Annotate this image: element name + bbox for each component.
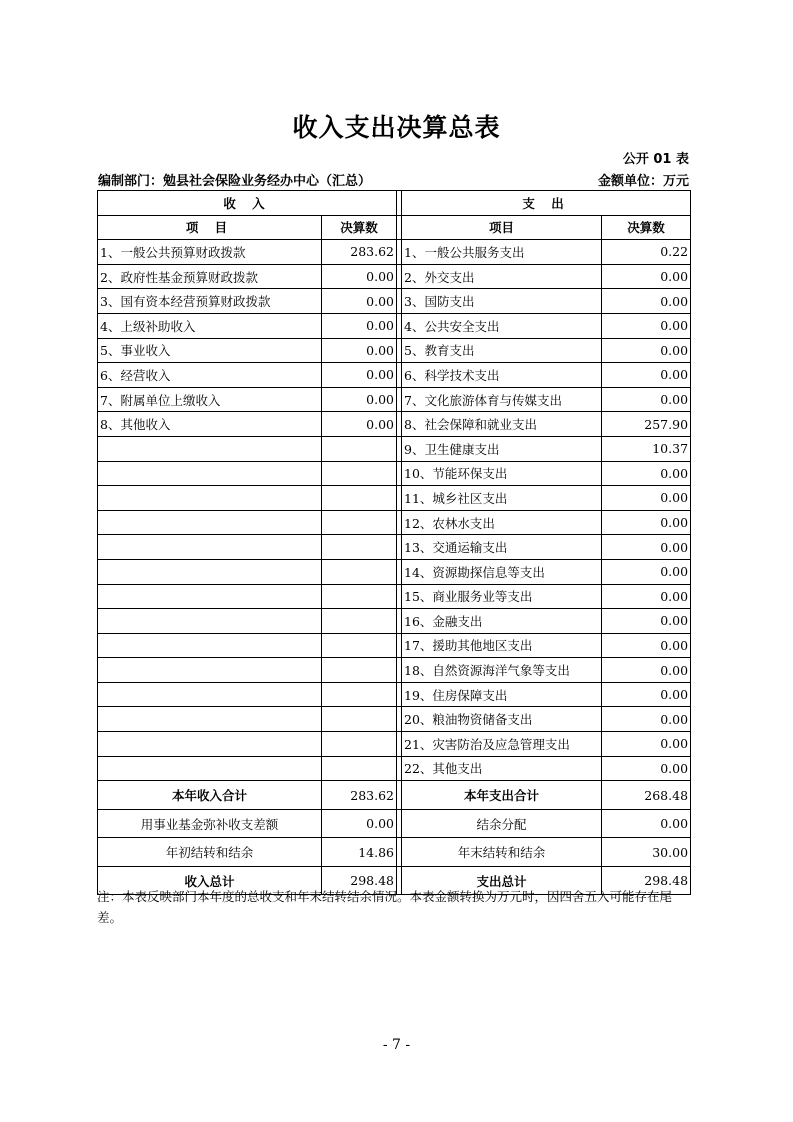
expense-item-value: 0.00 bbox=[602, 338, 691, 363]
table-row bbox=[98, 559, 691, 584]
expense-item-label: 16、金融支出 bbox=[402, 609, 602, 634]
table-row bbox=[98, 338, 691, 363]
income-item-label: 4、上级补助收入 bbox=[98, 313, 322, 338]
amount-unit: 金额单位：万元 bbox=[597, 174, 689, 189]
income-item-label bbox=[98, 633, 322, 658]
income-item-label: 2、政府性基金预算财政拨款 bbox=[98, 264, 322, 289]
table-row bbox=[98, 461, 691, 486]
income-item-value: 0.00 bbox=[322, 363, 397, 388]
expense-header: 支 出 bbox=[402, 191, 691, 216]
expense-item-value: 10.37 bbox=[602, 436, 691, 461]
section-header-row bbox=[98, 191, 691, 216]
income-item-value bbox=[322, 510, 397, 535]
income-item-label: 5、事业收入 bbox=[98, 338, 322, 363]
income-item-label bbox=[98, 510, 322, 535]
expense-item-label: 12、农林水支出 bbox=[402, 510, 602, 535]
expense-total-value: 298.48 bbox=[602, 866, 691, 895]
income-item-label bbox=[98, 658, 322, 683]
table-row bbox=[98, 313, 691, 338]
income-item-value: 0.00 bbox=[322, 313, 397, 338]
table-row bbox=[98, 756, 691, 781]
income-header: 收 入 bbox=[98, 191, 397, 216]
table-row bbox=[98, 535, 691, 560]
table-row bbox=[98, 387, 691, 412]
end-balance-label: 年末结转和结余 bbox=[402, 838, 602, 867]
income-item-label bbox=[98, 559, 322, 584]
income-item-label bbox=[98, 584, 322, 609]
income-item-label bbox=[98, 682, 322, 707]
year-income-label: 本年收入合计 bbox=[98, 781, 322, 810]
income-item-value: 0.00 bbox=[322, 289, 397, 314]
compiling-department: 编制部门：勉县社会保险业务经办中心（汇总） bbox=[98, 174, 372, 189]
income-item-label bbox=[98, 486, 322, 511]
expense-item-label: 2、外交支出 bbox=[402, 264, 602, 289]
income-item-value bbox=[322, 707, 397, 732]
table-row bbox=[98, 633, 691, 658]
expense-item-label: 1、一般公共服务支出 bbox=[402, 240, 602, 265]
income-item-value bbox=[322, 486, 397, 511]
income-item-value bbox=[322, 658, 397, 683]
expense-item-label: 8、社会保障和就业支出 bbox=[402, 412, 602, 437]
end-balance-value: 30.00 bbox=[602, 838, 691, 867]
income-item-value bbox=[322, 584, 397, 609]
expense-total-label: 支出总计 bbox=[402, 866, 602, 895]
table-row bbox=[98, 609, 691, 634]
table-row bbox=[98, 732, 691, 757]
table-row bbox=[98, 289, 691, 314]
fund-value: 0.00 bbox=[322, 809, 397, 838]
expense-item-label: 3、国防支出 bbox=[402, 289, 602, 314]
income-item-value bbox=[322, 756, 397, 781]
income-item-value: 0.00 bbox=[322, 338, 397, 363]
year-income-value: 283.62 bbox=[322, 781, 397, 810]
expense-item-value: 0.00 bbox=[602, 313, 691, 338]
expense-item-header: 项目 bbox=[402, 215, 602, 240]
table-row bbox=[98, 682, 691, 707]
expense-item-value: 0.00 bbox=[602, 559, 691, 584]
income-item-label: 8、其他收入 bbox=[98, 412, 322, 437]
expense-item-value: 0.00 bbox=[602, 658, 691, 683]
expense-item-label: 4、公共安全支出 bbox=[402, 313, 602, 338]
income-item-value bbox=[322, 633, 397, 658]
income-item-value bbox=[322, 682, 397, 707]
expense-item-label: 21、灾害防治及应急管理支出 bbox=[402, 732, 602, 757]
income-amount-header: 决算数 bbox=[322, 215, 397, 240]
expense-item-label: 13、交通运输支出 bbox=[402, 535, 602, 560]
income-item-value: 283.62 bbox=[322, 240, 397, 265]
income-item-value: 0.00 bbox=[322, 412, 397, 437]
expense-item-value: 0.00 bbox=[602, 535, 691, 560]
table-row bbox=[98, 510, 691, 535]
expense-item-label: 18、自然资源海洋气象等支出 bbox=[402, 658, 602, 683]
expense-item-label: 19、住房保障支出 bbox=[402, 682, 602, 707]
year-expense-label: 本年支出合计 bbox=[402, 781, 602, 810]
table-row bbox=[98, 584, 691, 609]
income-item-value bbox=[322, 609, 397, 634]
expense-item-label: 11、城乡社区支出 bbox=[402, 486, 602, 511]
income-item-label: 3、国有资本经营预算财政拨款 bbox=[98, 289, 322, 314]
income-item-value bbox=[322, 535, 397, 560]
distribution-value: 0.00 bbox=[602, 809, 691, 838]
expense-item-label: 7、文化旅游体育与传媒支出 bbox=[402, 387, 602, 412]
table-row bbox=[98, 436, 691, 461]
table-row bbox=[98, 486, 691, 511]
footnote: 注：本表反映部门本年度的总收支和年末结转结余情况。本表金额转换为万元时，因四舍五入可能存在尾差。 bbox=[97, 889, 673, 925]
income-item-value bbox=[322, 461, 397, 486]
expense-item-value: 0.00 bbox=[602, 682, 691, 707]
expense-item-label: 15、商业服务业等支出 bbox=[402, 584, 602, 609]
year-total-row bbox=[98, 781, 691, 810]
expense-item-value: 0.00 bbox=[602, 486, 691, 511]
income-item-label: 6、经营收入 bbox=[98, 363, 322, 388]
income-item-label bbox=[98, 707, 322, 732]
expense-item-value: 0.00 bbox=[602, 707, 691, 732]
fund-row bbox=[98, 809, 691, 838]
table-row bbox=[98, 363, 691, 388]
expense-item-label: 14、资源勘探信息等支出 bbox=[402, 559, 602, 584]
expense-item-label: 22、其他支出 bbox=[402, 756, 602, 781]
expense-item-value: 257.90 bbox=[602, 412, 691, 437]
expense-item-label: 6、科学技术支出 bbox=[402, 363, 602, 388]
expense-item-value: 0.00 bbox=[602, 633, 691, 658]
expense-item-value: 0.00 bbox=[602, 732, 691, 757]
income-item-label bbox=[98, 461, 322, 486]
begin-balance-value: 14.86 bbox=[322, 838, 397, 867]
income-item-header: 项 目 bbox=[98, 215, 322, 240]
table-row bbox=[98, 658, 691, 683]
expense-item-value: 0.00 bbox=[602, 584, 691, 609]
income-item-value bbox=[322, 732, 397, 757]
table-row bbox=[98, 412, 691, 437]
expense-item-value: 0.00 bbox=[602, 264, 691, 289]
column-header-row bbox=[98, 215, 691, 240]
expense-amount-header: 决算数 bbox=[602, 215, 691, 240]
expense-item-value: 0.00 bbox=[602, 609, 691, 634]
year-expense-value: 268.48 bbox=[602, 781, 691, 810]
expense-item-value: 0.00 bbox=[602, 363, 691, 388]
fund-label: 用事业基金弥补收支差额 bbox=[98, 809, 322, 838]
income-item-label bbox=[98, 436, 322, 461]
income-total-value: 298.48 bbox=[322, 866, 397, 895]
income-item-label: 1、一般公共预算财政拨款 bbox=[98, 240, 322, 265]
income-item-value: 0.00 bbox=[322, 387, 397, 412]
page-number: - 7 - bbox=[382, 1037, 411, 1053]
table-row bbox=[98, 264, 691, 289]
carryover-row bbox=[98, 838, 691, 867]
income-item-value bbox=[322, 559, 397, 584]
expense-item-value: 0.00 bbox=[602, 756, 691, 781]
income-item-label bbox=[98, 535, 322, 560]
form-number: 公开 01 表 bbox=[622, 152, 689, 167]
expense-item-label: 10、节能环保支出 bbox=[402, 461, 602, 486]
income-item-value: 0.00 bbox=[322, 264, 397, 289]
income-item-label bbox=[98, 732, 322, 757]
expense-item-value: 0.00 bbox=[602, 289, 691, 314]
table-row bbox=[98, 240, 691, 265]
expense-item-value: 0.00 bbox=[602, 387, 691, 412]
income-item-label bbox=[98, 609, 322, 634]
income-item-label bbox=[98, 756, 322, 781]
income-item-label: 7、附属单位上缴收入 bbox=[98, 387, 322, 412]
expense-item-label: 20、粮油物资储备支出 bbox=[402, 707, 602, 732]
expense-item-label: 5、教育支出 bbox=[402, 338, 602, 363]
expense-item-label: 17、援助其他地区支出 bbox=[402, 633, 602, 658]
expense-item-label: 9、卫生健康支出 bbox=[402, 436, 602, 461]
income-expense-table bbox=[97, 190, 691, 895]
expense-item-value: 0.22 bbox=[602, 240, 691, 265]
expense-item-value: 0.00 bbox=[602, 510, 691, 535]
table-row bbox=[98, 707, 691, 732]
income-item-value bbox=[322, 436, 397, 461]
expense-item-value: 0.00 bbox=[602, 461, 691, 486]
page-title: 收入支出决算总表 bbox=[292, 113, 501, 142]
begin-balance-label: 年初结转和结余 bbox=[98, 838, 322, 867]
income-total-label: 收入总计 bbox=[98, 866, 322, 895]
distribution-label: 结余分配 bbox=[402, 809, 602, 838]
